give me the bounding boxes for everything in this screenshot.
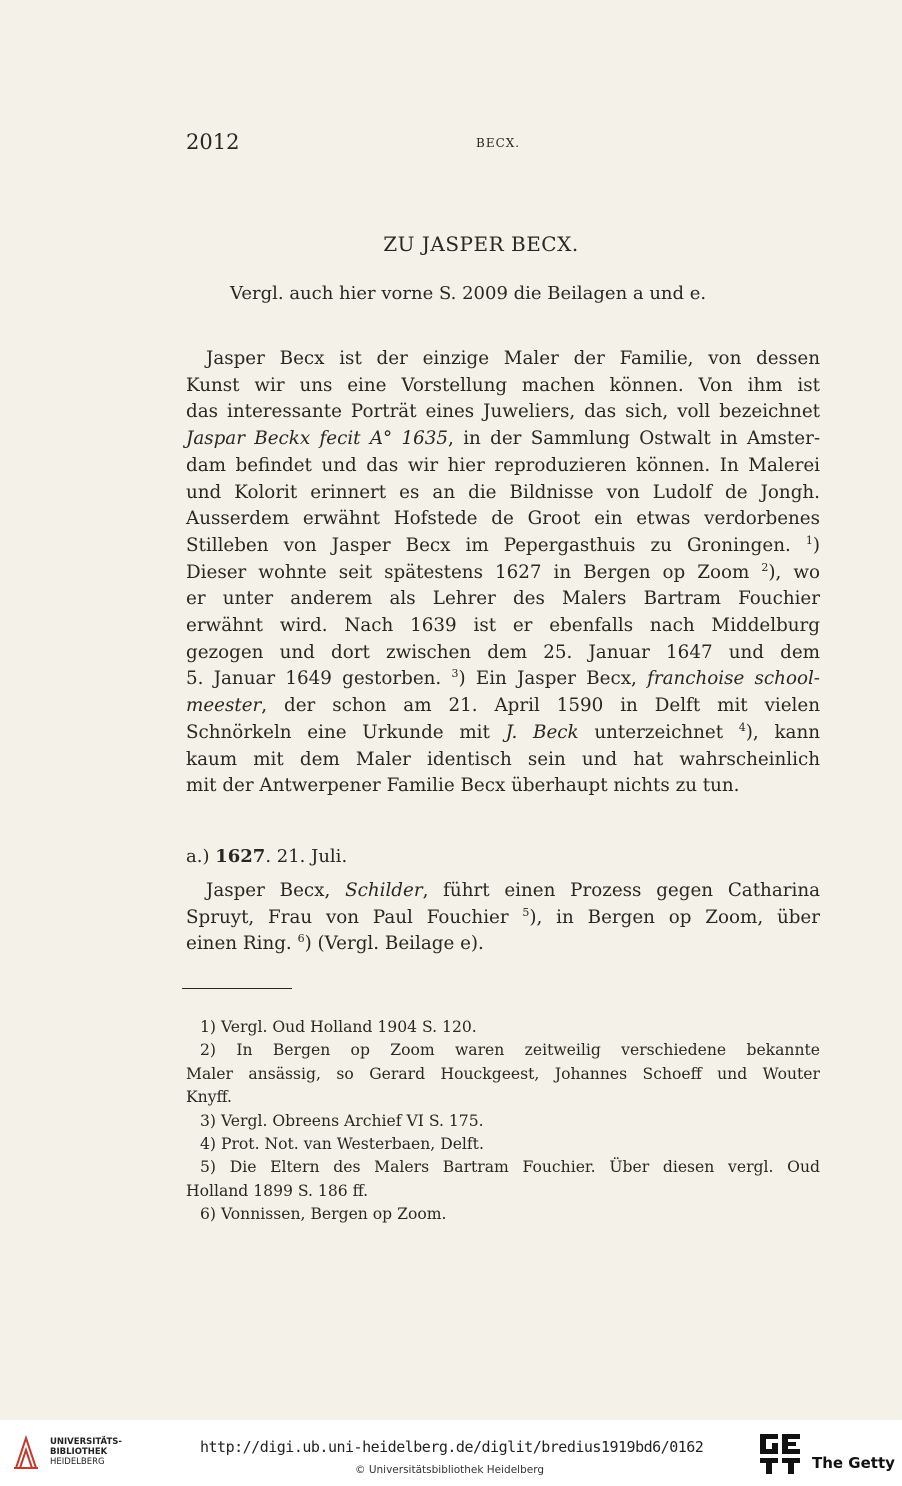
- footnote: Maler ansässig, so Gerard Houckgeest, Johannes Schoeff und Wouter: [186, 1064, 820, 1083]
- footnote: 2) In Bergen op Zoom waren zeitweilig verschiedene bekannte: [200, 1041, 820, 1060]
- entry-line: [186, 931, 820, 958]
- body-line: Kunst wir uns eine Vorstellung machen können. Von ihm ist: [186, 374, 820, 396]
- library-name-line: BIBLIOTHEK: [50, 1447, 108, 1457]
- body-line: mit der Antwerpener Familie Becx überhaupt nichts zu tun.: [186, 775, 740, 797]
- article-title: ZU JASPER BECX.: [383, 232, 579, 256]
- body-line: und Kolorit erinnert es an die Bildnisse von Ludolf de Jongh.: [186, 481, 820, 503]
- footnote-ref[interactable]: 6: [297, 932, 305, 946]
- body-paragraph: [186, 346, 820, 800]
- footnote: 4) Prot. Not. van Westerbaen, Delft.: [200, 1135, 484, 1154]
- italic-term: J. Beck: [505, 721, 579, 743]
- body-line: Ausserdem erwähnt Hofstede de Groot ein etwas verdorbenes: [186, 508, 820, 530]
- getty-logo-icon[interactable]: [758, 1432, 802, 1476]
- footnote: Holland 1899 S. 186 ff.: [186, 1181, 369, 1200]
- footnote-ref[interactable]: 5: [522, 905, 530, 919]
- footnote-ref[interactable]: 2: [761, 560, 769, 574]
- body-text-run: ) (Vergl. Beilage e).: [304, 933, 484, 955]
- footnote-ref[interactable]: 4: [738, 720, 746, 734]
- body-text-run: ), kann: [745, 721, 820, 743]
- body-text-run: einen Ring.: [186, 933, 298, 955]
- body-text-run: , in der Sammlung Ostwalt in Amster-: [448, 428, 820, 450]
- body-text-run: Stilleben von Jasper Becx im Pepergasthuis zu Groningen.: [186, 534, 806, 556]
- body-text-run: ), wo: [768, 561, 820, 583]
- body-text-run: Spruyt, Frau von Paul Fouchier: [186, 906, 523, 928]
- body-line: [186, 560, 820, 587]
- body-text-run: unterzeichnet: [578, 721, 739, 743]
- body-line: [186, 666, 820, 693]
- body-text-run: , führt einen Prozess gegen Catharina: [422, 880, 820, 901]
- entry-paragraph: [186, 878, 820, 958]
- footnote-ref[interactable]: 1: [805, 533, 813, 547]
- body-line: kaum mit dem Maler identisch sein und hat wahrscheinlich: [186, 748, 820, 770]
- running-head: [186, 130, 822, 160]
- italic-term: franchoise school-: [647, 668, 820, 690]
- body-line: [186, 720, 820, 747]
- entry-year: 1627: [215, 846, 266, 867]
- permalink-url[interactable]: http://digi.ub.uni-heidelberg.de/diglit/bredius1919bd6/0162: [200, 1438, 704, 1456]
- university-library-logo-icon[interactable]: [12, 1432, 40, 1472]
- body-text-run: ), in Bergen op Zoom, über: [529, 906, 820, 928]
- entry-date: . 21. Juli.: [265, 846, 348, 867]
- footnotes: [186, 1016, 820, 1227]
- entry-line: [186, 905, 820, 932]
- body-line: erwähnt wird. Nach 1639 ist er ebenfalls nach Middelburg: [186, 615, 820, 637]
- entry-heading: [186, 846, 347, 867]
- footnote-ref[interactable]: 3: [451, 667, 459, 681]
- body-line: er unter anderem als Lehrer des Malers Bartram Fouchier: [186, 588, 820, 610]
- footnote: 1) Vergl. Oud Holland 1904 S. 120.: [200, 1018, 477, 1036]
- body-text-run: Schnörkeln eine Urkunde mit: [186, 721, 506, 743]
- body-line: das interessante Porträt eines Juweliers, das sich, voll bezeichnet: [186, 401, 820, 423]
- body-text-run: , der schon am 21. April 1590 in Delft mit vielen: [261, 695, 820, 717]
- footnote: 6) Vonnissen, Bergen op Zoom.: [200, 1205, 447, 1224]
- running-title: BECX.: [476, 136, 521, 150]
- body-text-run: ) Ein Jasper Becx,: [458, 668, 648, 690]
- signature-quote: Jaspar Beckx fecit A° 1635: [186, 428, 449, 450]
- body-line: [186, 533, 820, 560]
- footnote-divider: [182, 988, 292, 989]
- viewer-footer: [0, 1420, 902, 1486]
- italic-term: meester: [186, 695, 262, 717]
- footnote: 5) Die Eltern des Malers Bartram Fouchier. Über diesen vergl. Oud: [200, 1158, 820, 1177]
- body-text-run: Dieser wohnte seit spätestens 1627 in Bergen op Zoom: [186, 561, 762, 583]
- body-line: Jasper Becx ist der einzige Maler der Familie, von dessen: [206, 348, 820, 369]
- body-line: [186, 693, 820, 720]
- body-line: [186, 426, 820, 453]
- body-text-run: 5. Januar 1649 gestorben.: [186, 668, 452, 690]
- library-name: [50, 1437, 122, 1467]
- footnote: 3) Vergl. Obreens Archief VI S. 175.: [200, 1111, 484, 1130]
- copyright-notice: © Universitätsbibliothek Heidelberg: [355, 1464, 545, 1476]
- body-text-run: ): [812, 534, 820, 556]
- partner-name: The Getty: [812, 1454, 895, 1472]
- library-name-line: UNIVERSITÄTS-: [50, 1437, 122, 1447]
- body-text-run: Jasper Becx,: [206, 880, 346, 901]
- article-subtitle: Vergl. auch hier vorne S. 2009 die Beilagen a und e.: [230, 283, 707, 304]
- entry-label: a.): [186, 846, 210, 867]
- footnote: Knyff.: [186, 1088, 232, 1107]
- italic-term: Schilder: [345, 880, 423, 901]
- body-line: dam befindet und das wir hier reproduzieren können. In Malerei: [186, 454, 820, 476]
- page-number: 2012: [186, 130, 240, 154]
- entry-line: [186, 878, 820, 905]
- body-line: gezogen und dort zwischen dem 25. Januar 1647 und dem: [186, 641, 820, 663]
- library-name-line: HEIDELBERG: [50, 1457, 105, 1467]
